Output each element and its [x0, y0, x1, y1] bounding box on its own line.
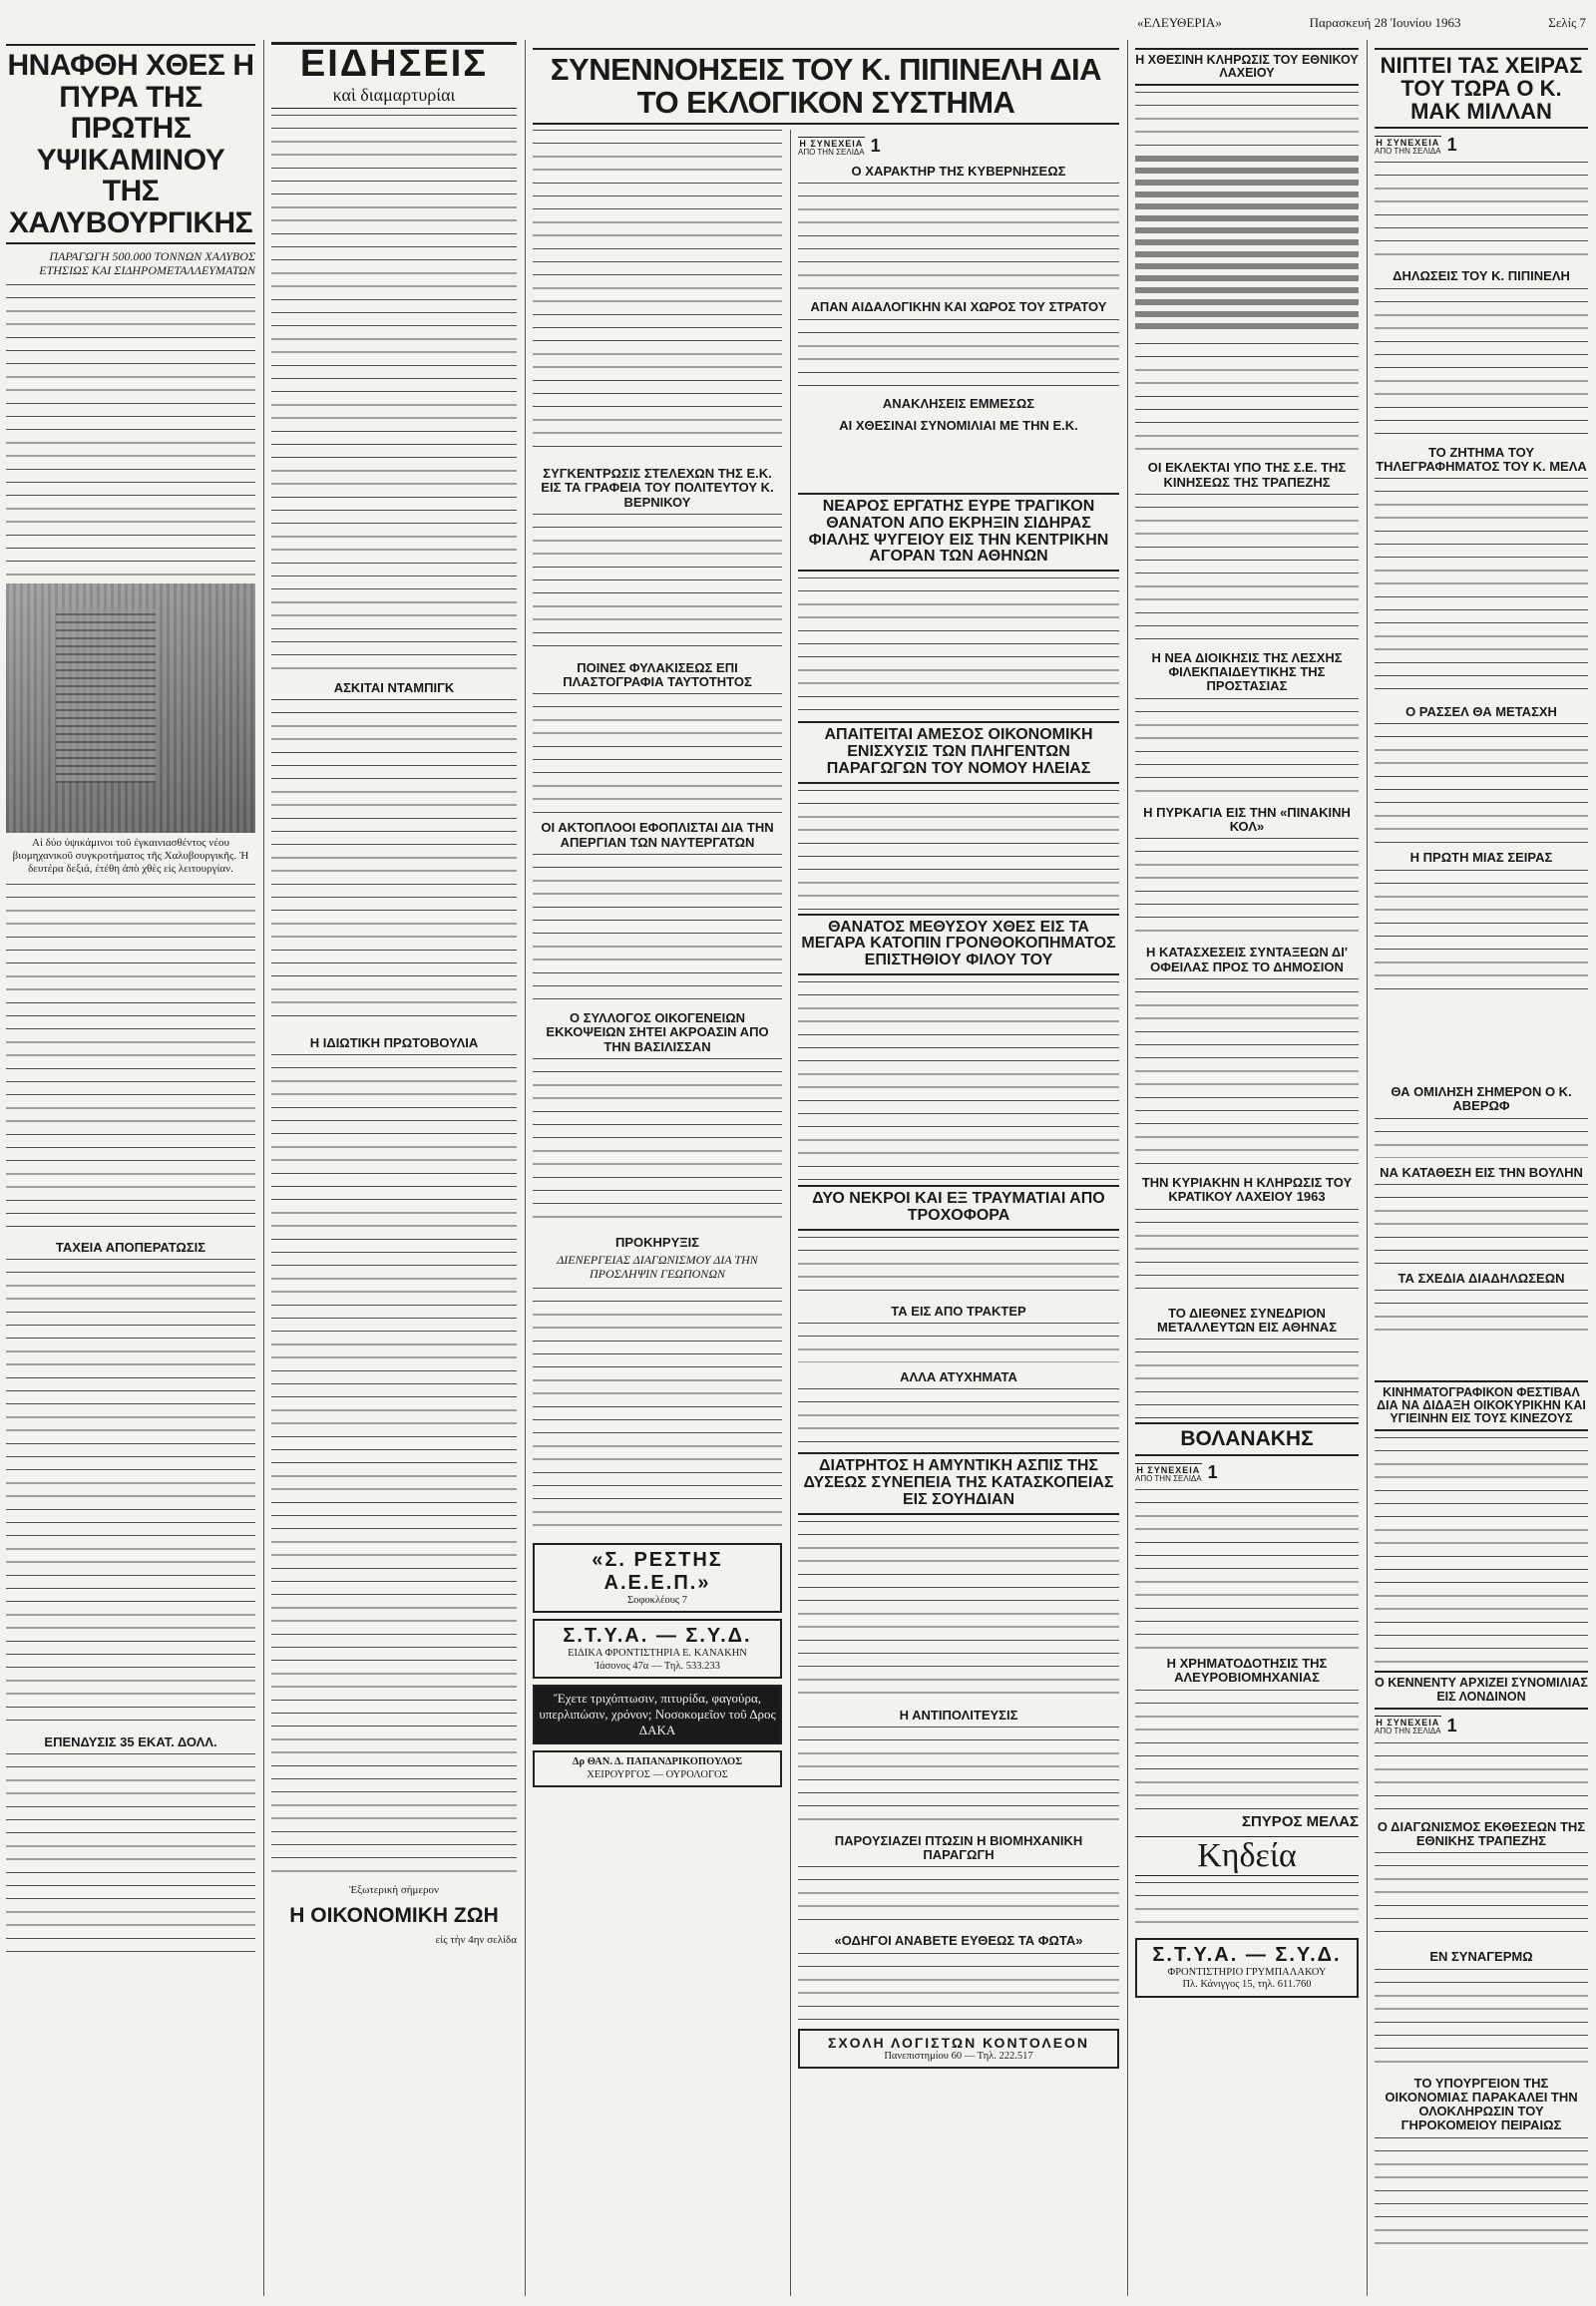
section-omilia: ΘΑ ΟΜΙΛΗΣΗ ΣΗΜΕΡΟΝ Ο Κ. ΑΒΕΡΩΦ: [1391, 1084, 1572, 1114]
ad-styad: [533, 1619, 782, 1679]
headline-neaross: ΝΕΑΡΟΣ ΕΡΓΑΤΗΣ ΕΥΡΕ ΤΡΑΓΙΚΟΝ ΘΑΝΑΤΟΝ ΑΠΟ ΕΚΡΗΞΙΝ ΣΙΔΗΡΑΣ ΦΙΑΛΗΣ ΨΥΓΕΙΟΥ ΕΙΣ ΤΗΝ ΚΕΝΤΡΙΚΗΝ ΑΓΟΡΑΝ ΤΩΝ ΑΘΗΝΩΝ: [798, 493, 1119, 572]
subhead-xalyvourgiki: ΠΑΡΑΓΩΓΗ 500.000 ΤΟΝΝΩΝ ΧΑΛΥΒΟΣ ΕΤΗΣΙΩΣ ΚΑΙ ΣΙΔΗΡΟΜΕΤΑΛΛΕΥΜΑΤΩΝ: [39, 249, 255, 277]
column-6-middle: [1369, 1077, 1594, 1366]
cont-line2: ΑΠΟ ΤΗΝ ΣΕΛΙΔΑ: [798, 147, 865, 157]
section-idiotiki: Η ΙΔΙΩΤΙΚΗ ΠΡΩΤΟΒΟΥΛΙΑ: [309, 1035, 479, 1051]
article-body: [798, 1953, 1119, 2023]
column-rule: [263, 40, 264, 2296]
section-xrimatodotisis: Η ΧΡΗΜΑΤΟΔΟΤΗΣΙΣ ΤΗΣ ΑΛΕΥΡΟΒΙΟΜΗΧΑΝΙΑΣ: [1166, 1656, 1328, 1686]
article-body: [533, 693, 782, 813]
cont-line1: Η ΣΥΝΕΧΕΙΑ: [1376, 1718, 1440, 1729]
article-body: [1375, 723, 1588, 843]
article-body: [1135, 1339, 1359, 1418]
article-body: [1375, 870, 1588, 999]
article-body: [1135, 838, 1359, 938]
photo-furnaces: [6, 583, 255, 833]
signature-melas: ΣΠΥΡΟΣ ΜΕΛΑΣ: [1241, 1812, 1359, 1830]
section-stratos: ΑΠΑΝ ΑΙΔΑΛΟΓΙΚΗΝ ΚΑΙ ΧΩΡΟΣ ΤΟΥ ΣΤΡΑΤΟΥ: [810, 299, 1107, 315]
ad-doctor-sub: ΧΕΙΡΟΥΡΓΟΣ — ΟΥΡΟΛΟΓΟΣ: [587, 1768, 728, 1780]
section-synagermos: ΕΝ ΣΥΝΑΓΕΡΜΩ: [1429, 1949, 1533, 1965]
article-body: [271, 699, 517, 1028]
section-emeseis: ΑΝΑΚΛΗΣΕΙΣ ΕΜΜΕΣΩΣ: [882, 395, 1035, 411]
article-body: [798, 1521, 1119, 1701]
ad-doctor: [533, 1750, 782, 1787]
column-6-lower: [1369, 1376, 1594, 2296]
section-ekthesi: Ο ΔΙΑΓΩΝΙΣΜΟΣ ΕΚΘΕΣΕΩΝ ΤΗΣ ΕΘΝΙΚΗΣ ΤΡΑΠΕΖΗΣ: [1377, 1818, 1586, 1848]
ad-styad-sub: ΕΙΔΙΚΑ ΦΡΟΝΤΙΣΤΗΡΙΑ Ε. ΚΑΝΑΚΗΝ: [568, 1648, 747, 1660]
column-4-top: [792, 130, 1125, 489]
column-4-lower: [792, 489, 1125, 2296]
article-body: [533, 1058, 782, 1228]
ad-styad-grymbalakou: [1135, 1938, 1359, 1998]
article-body: [798, 577, 1119, 717]
headline-apaitei: ΑΠΑΙΤΕΙΤΑΙ ΑΜΕΣΟΣ ΟΙΚΟΝΟΜΙΚΗ ΕΝΙΣΧΥΣΙΣ ΤΩΝ ΠΛΗΓΕΝΤΩΝ ΠΑΡΑΓΩΓΩΝ ΤΟΥ ΝΟΜΟΥ ΗΛΕΙΑΣ: [798, 721, 1119, 783]
article-body: [1375, 1437, 1588, 1667]
article-body: [533, 1288, 782, 1537]
continuation-marker: [1375, 1716, 1588, 1736]
headline-xalyvourgiki: ΗΝΑΦΘΗ ΧΘΕΣ Η ΠΥΡΑ ΤΗΣ ΠΡΩΤΗΣ ΥΨΙΚΑΜΙΝΟΥ ΤΗΣ ΧΑΛΥΒΟΥΡΓΙΚΗΣ: [6, 44, 255, 244]
continued-label: εἰς τὴν 4ην σελίδα: [435, 1933, 517, 1946]
section-rassel: Ο ΡΑΣΣΕΛ ΘΑ ΜΕΤΑΣΧΗ: [1405, 704, 1557, 720]
cont-line2: ΑΠΟ ΤΗΝ ΣΕΛΙΔΑ: [1135, 1473, 1202, 1483]
continuation-marker: [1375, 135, 1588, 156]
article-body: [798, 1727, 1119, 1826]
section-kyvernisi: Ο ΧΑΡΑΚΤΗΡ ΤΗΣ ΚΥΒΕΡΝΗΣΕΩΣ: [851, 164, 1066, 179]
article-body: [6, 884, 255, 1233]
headline-makmillan: ΝΙΠΤΕΙ ΤΑΣ ΧΕΙΡΑΣ ΤΟΥ ΤΩΡΑ Ο Κ. ΜΑΚ ΜΙΛΛΑΝ: [1375, 48, 1588, 129]
cont-line2: ΑΠΟ ΤΗΝ ΣΕΛΙΔΑ: [1375, 1727, 1441, 1736]
article-body: [533, 854, 782, 1003]
headline-kinezoi: ΚΙΝΗΜΑΤΟΓΡΑΦΙΚΟΝ ΦΕΣΤΙΒΑΛ ΔΙΑ ΝΑ ΔΙΔΑΞΗ ΟΙΚΟΚΥΡΙΚΗΝ ΚΑΙ ΥΓΙΕΙΝΗΝ ΕΙΣ ΤΟΥΣ ΚΙΝΕΖΟΥΣ: [1375, 1380, 1588, 1431]
article-body: [1375, 2137, 1588, 2247]
ad-grymbalakou-sub: ΦΡΟΝΤΙΣΤΗΡΙΟ ΓΡΥΜΠΑΛΑΚΟΥ: [1167, 1966, 1327, 1978]
section-odigoi: «ΟΔΗΓΟΙ ΑΝΑΒΕΤΕ ΕΥΘΕΩΣ ΤΑ ΦΩΤΑ»: [834, 1933, 1083, 1949]
section-dilosis: ΔΗΛΩΣΕΙΣ ΤΟΥ Κ. ΠΙΠΙΝΕΛΗ: [1393, 268, 1570, 284]
article-body: [1135, 1489, 1359, 1649]
eidiseis-title: ΕΙΔΗΣΕΙΣ: [271, 42, 517, 85]
masthead-paper: «ΕΛΕΥΘΕΡΙΑ»: [1137, 15, 1222, 30]
column-rule: [1127, 40, 1128, 2296]
headline-thanatos: ΘΑΝΑΤΟΣ ΜΕΘΥΣΟΥ ΧΘΕΣ ΕΙΣ ΤΑ ΜΕΓΑΡΑ ΚΑΤΟΠΙΝ ΓΡΟΝΘΟΚΟΠΗΜΑΤΟΣ ΕΠΙΣΤΗΘΙΟΥ ΦΙΛΟΥ ΤΟΥ: [798, 914, 1119, 975]
section-paroysiazei: ΠΑΡΟΥΣΙΑΖΕΙ ΠΤΩΣΙΝ Η ΒΙΟΜΗΧΑΝΙΚΗ ΠΑΡΑΓΩΓΗ: [834, 1832, 1083, 1863]
ad-restis-addr: Σοφοκλέους 7: [627, 1594, 687, 1606]
cont-num: 1: [1207, 1462, 1218, 1483]
cont-num: 1: [1446, 135, 1457, 156]
article-body: [1375, 1290, 1588, 1340]
article-body: [798, 183, 1119, 292]
headline-kennenty: Ο ΚΕΝΝΕΝΤΥ ΑΡΧΙΖΕΙ ΣΥΝΟΜΙΛΙΑΣ ΕΙΣ ΛΟΝΔΙΝΟΝ: [1375, 1671, 1588, 1709]
article-body: [1135, 1209, 1359, 1299]
article-body: [1375, 1852, 1588, 1942]
article-body: [6, 1259, 255, 1728]
section-taxeia: ΤΑΧΕΙΑ ΑΠΟΠΕΡΑΤΩΣΙΣ: [55, 1239, 206, 1255]
article-body: [1375, 478, 1588, 697]
section-atyximata: ΑΛΛΑ ΑΤΥΧΗΜΑΤΑ: [900, 1368, 1017, 1384]
section-proti: Η ΠΡΩΤΗ ΜΙΑΣ ΣΕΙΡΑΣ: [1409, 850, 1553, 866]
continuation-marker: [1135, 1462, 1359, 1483]
article-body: [798, 1237, 1119, 1297]
section-synkentrosis: ΣΥΓΚΕΝΤΡΩΣΙΣ ΣΤΕΛΕΧΩΝ ΤΗΣ Ε.Κ. ΕΙΣ ΤΑ ΓΡΑΦΕΙΑ ΤΟΥ ΠΟΛΙΤΕΥΤΟΥ Κ. ΒΕΡΝΙΚΟΥ: [541, 466, 774, 510]
section-ypourgeio: ΤΟ ΥΠΟΥΡΓΕΙΟΝ ΤΗΣ ΟΙΚΟΝΟΜΙΑΣ ΠΑΡΑΚΑΛΕΙ ΤΗΝ ΟΛΟΚΛΗΡΩΣΙΝ ΤΟΥ ΓΗΡΟΚΟΜΕΙΟΥ ΠΕΙΡΑΙΩΣ: [1385, 2075, 1578, 2133]
article-body: [1375, 162, 1588, 261]
ad-trixoptosi: [533, 1685, 782, 1744]
headline-synennoeseis: ΣΥΝΕΝΝΟΗΣΕΙΣ ΤΟΥ Κ. ΠΙΠΙΝΕΛΗ ΔΙΑ ΤΟ ΕΚΛΟΓΙΚΟΝ ΣΥΣΤΗΜΑ: [533, 48, 1119, 125]
headline-dyo-nekroi: ΔΥΟ ΝΕΚΡΟΙ ΚΑΙ ΕΞ ΤΡΑΥΜΑΤΙΑΙ ΑΠΟ ΤΡΟΧΟΦΟΡΑ: [798, 1185, 1119, 1231]
section-askitai: ΑΣΚΙΤΑΙ ΝΤΑΜΠΙΓΚ: [333, 679, 455, 695]
column-rule: [525, 40, 526, 2296]
eidiseis-subtitle: καὶ διαμαρτυρίαι: [271, 85, 517, 109]
masthead: [1137, 12, 1586, 34]
headline-diatripitos: ΔΙΑΤΡΗΤΟΣ Η ΑΜΥΝΤΙΚΗ ΑΣΠΙΣ ΤΗΣ ΔΥΣΕΩΣ ΣΥΝΕΠΕΙΑ ΤΗΣ ΚΑΤΑΣΚΟΠΕΙΑΣ ΕΙΣ ΣΟΥΗΔΙΑΝ: [798, 1452, 1119, 1514]
article-body: [6, 1753, 255, 1953]
cont-line1: Η ΣΥΝΕΧΕΙΑ: [799, 138, 864, 149]
masthead-page: Σελίς 7: [1548, 15, 1586, 30]
cont-num: 1: [1446, 1715, 1457, 1735]
article-body: [798, 981, 1119, 1181]
column-rule: [1367, 40, 1368, 2296]
article-body: [1375, 1742, 1588, 1812]
ad-grymbalakou-addr: Πλ. Κάνιγγος 15, τηλ. 611.760: [1182, 1979, 1312, 1991]
article-body: [1135, 1690, 1359, 1809]
article-body: [798, 319, 1119, 389]
ad-doctor-title: Δρ ΘΑΝ. Δ. ΠΑΠΑΝΔΡΙΚΟΠΟΥΛΟΣ: [572, 1756, 743, 1768]
section-kyriaki: ΤΗΝ ΚΥΡΙΑΚΗΝ Η ΚΛΗΡΩΣΙΣ ΤΟΥ ΚΡΑΤΙΚΟΥ ΛΑΧΕΙΟΥ 1963: [1141, 1174, 1353, 1205]
lottery-title: Η ΧΘΕΣΙΝΗ ΚΛΗΡΩΣΙΣ ΤΟΥ ΕΘΝΙΚΟΥ ΛΑΧΕΙΟΥ: [1135, 48, 1359, 86]
cont-line1: Η ΣΥΝΕΧΕΙΑ: [1376, 137, 1440, 148]
cont-line2: ΑΠΟ ΤΗΝ ΣΕΛΙΔΑ: [1375, 146, 1441, 156]
section-katathesi: ΝΑ ΚΑΤΑΘΕΣΗ ΕΙΣ ΤΗΝ ΒΟΥΛΗΝ: [1380, 1164, 1583, 1180]
editorial-label: Ἐξωτερικὴ σήμερον: [348, 1884, 440, 1897]
ad-trixoptosi-text: Ἔχετε τριχόπτωσιν, πιτυρίδα, φαγούρα, υπερλιπώσιν, χρόνον; Νοσοκομεῖον τοῦ Δρος ΔΑΚΑ: [539, 1691, 776, 1738]
section-epidosis: ΕΠΕΝΔΥΣΙΣ 35 ΕΚΑΤ. ΔΟΛΛ.: [44, 1733, 217, 1749]
headline-synennoeseis-block: [527, 44, 1125, 131]
photo-caption: Αἱ δύο ὑψικάμινοι τοῦ ἐγκαινιασθέντος νέου βιομηχανικοῦ συγκροτήματος τῆς Χαλυβουργικῆς. Ἡ δευτέρα δεξιά, ἐτέθη ἀπὸ χθὲς εἰς λειτουργίαν.: [12, 836, 249, 875]
article-body: [271, 1054, 517, 1882]
ad-school: [798, 2029, 1119, 2070]
editorial-title: Η ΟΙΚΟΝΟΜΙΚΗ ΖΩΗ: [289, 1904, 499, 1928]
article-body: [798, 790, 1119, 910]
cont-num: 1: [870, 136, 881, 156]
article-body: [271, 115, 517, 673]
section-prokirixi: ΠΡΟΚΗΡΥΞΙΣ: [614, 1234, 700, 1250]
article-body: [1135, 698, 1359, 798]
ad-styad-addr: Ἰάσονος 47α — Τηλ. 533.233: [595, 1660, 720, 1672]
article-body: [1375, 1184, 1588, 1264]
column-2: [265, 40, 523, 2296]
section-katasxeseis: Η ΚΑΤΑΣΧΕΣΕΙΣ ΣΥΝΤΑΞΕΩΝ ΔΙ' ΟΦΕΙΛΑΣ ΠΡΟΣ ΤΟ ΔΗΜΟΣΙΟΝ: [1146, 945, 1348, 974]
section-traktor: ΤΑ ΕΙΣ ΑΠΟ ΤΡΑΚΤΕΡ: [891, 1303, 1026, 1319]
kideia-title: Κηδεία: [1135, 1836, 1359, 1876]
lottery-number-table: [1135, 156, 1359, 335]
article-body: [6, 284, 255, 579]
article-body: [533, 130, 782, 459]
section-synomiliai: ΑΙ ΧΘΕΣΙΝΑΙ ΣΥΝΟΜΙΛΙΑΙ ΜΕ ΤΗΝ Ε.Κ.: [839, 417, 1078, 433]
article-body: [1135, 343, 1359, 453]
section-antipolitefsi: Η ΑΝΤΙΠΟΛΙΤΕΥΣΙΣ: [899, 1707, 1018, 1723]
ad-restis: [533, 1543, 782, 1614]
ad-school-title: ΣΧΟΛΗ ΛΟΓΙΣΤΩΝ ΚΟΝΤΟΛΕΟΝ: [827, 2034, 1090, 2051]
section-zitima: ΤΟ ΖΗΤΗΜΑ ΤΟΥ ΤΗΛΕΓΡΑΦΗΜΑΤΟΣ ΤΟΥ Κ. ΜΕΛΑ: [1376, 444, 1587, 474]
article-body: [1135, 978, 1359, 1168]
section-ektakton: ΟΙ ΕΚΛΕΚΤΑΙ ΥΠΟ ΤΗΣ Σ.Ε. ΤΗΣ ΚΙΝΗΣΕΩΣ ΤΗΣ ΤΡΑΠΕΖΗΣ: [1147, 460, 1347, 490]
section-filekpaideftiki: Η ΝΕΑ ΔΙΟΙΚΗΣΙΣ ΤΗΣ ΛΕΣΧΗΣ ΦΙΛΕΚΠΑΙΔΕΥΤΙΚΗΣ ΤΗΣ ΠΡΟΣΤΑΣΙΑΣ: [1151, 649, 1343, 694]
cont-line1: Η ΣΥΝΕΧΕΙΑ: [1136, 1464, 1201, 1475]
section-syllogos: Ο ΣΥΛΛΟΓΟΣ ΟΙΚΟΓΕΝΕΙΩΝ ΕΚΚΟΨΕΙΩΝ ΣΗΤΕΙ ΑΚΡΟΑΣΙΝ ΑΠΟ ΤΗΝ ΒΑΣΙΛΙΣΣΑΝ: [546, 1010, 769, 1054]
section-pyrkagia: Η ΠΥΡΚΑΓΙΑ ΕΙΣ ΤΗΝ «ΠΙΝΑΚΙΝΗ ΚΟΛ»: [1143, 804, 1351, 835]
volanakis-title: ΒΟΛΑΝΑΚΗΣ: [1135, 1422, 1359, 1456]
column-5: [1129, 44, 1365, 2296]
article-body: [1135, 494, 1359, 643]
continuation-marker: [798, 136, 1119, 157]
article-body: [1375, 1118, 1588, 1158]
section-diethnes: ΤΟ ΔΙΕΘΝΕΣ ΣΥΝΕΔΡΙΟΝ ΜΕΤΑΛΛΕΥΤΩΝ ΕΙΣ ΑΘΗΝΑΣ: [1156, 1305, 1337, 1335]
article-body: [533, 514, 782, 653]
ad-restis-title: «Σ. ΡΕΣΤΗΣ Α.Ε.Ε.Π.»: [592, 1548, 723, 1594]
section-diadiloseis: ΤΑ ΣΧΕΔΙΑ ΔΙΑΔΗΛΩΣΕΩΝ: [1397, 1270, 1565, 1286]
column-3: [527, 130, 788, 2296]
masthead-date: Παρασκευή 28 Ἰουνίου 1963: [1309, 15, 1461, 30]
column-rule: [790, 130, 791, 2296]
section-aktoploia: ΟΙ ΑΚΤΟΠΛΟΟΙ ΕΦΟΠΛΙΣΤΑΙ ΔΙΑ ΤΗΝ ΑΠΕΡΓΙΑΝ ΤΩΝ ΝΑΥΤΕΡΓΑΤΩΝ: [541, 820, 774, 850]
article-body: [1135, 1882, 1359, 1932]
article-body: [1375, 288, 1588, 438]
article-body: [1375, 1969, 1588, 2069]
article-body: [798, 1866, 1119, 1926]
section-plastografia: ΠΟΙΝΕΣ ΦΥΛΑΚΙΣΕΩΣ ΕΠΙ ΠΛΑΣΤΟΓΡΑΦΙΑ ΤΑΥΤΟΤΗΤΟΣ: [563, 659, 752, 690]
section-prokirixi-sub: ΔΙΕΝΕΡΓΕΙΑΣ ΔΙΑΓΩΝΙΣΜΟΥ ΔΙΑ ΤΗΝ ΠΡΟΣΛΗΨΙΝ ΓΕΩΠΟΝΩΝ: [557, 1253, 758, 1282]
ad-grymbalakou-title: Σ.Τ.Υ.Α. — Σ.Υ.Δ.: [1152, 1943, 1342, 1966]
article-body: [798, 1323, 1119, 1362]
ad-styad-title: Σ.Τ.Υ.Α. — Σ.Υ.Δ.: [563, 1625, 752, 1648]
column-1: [0, 40, 261, 2296]
article-body: [1135, 92, 1359, 152]
ad-school-addr: Πανεπιστημίου 60 — Τηλ. 222.517: [884, 2050, 1033, 2062]
article-body: [798, 1388, 1119, 1448]
